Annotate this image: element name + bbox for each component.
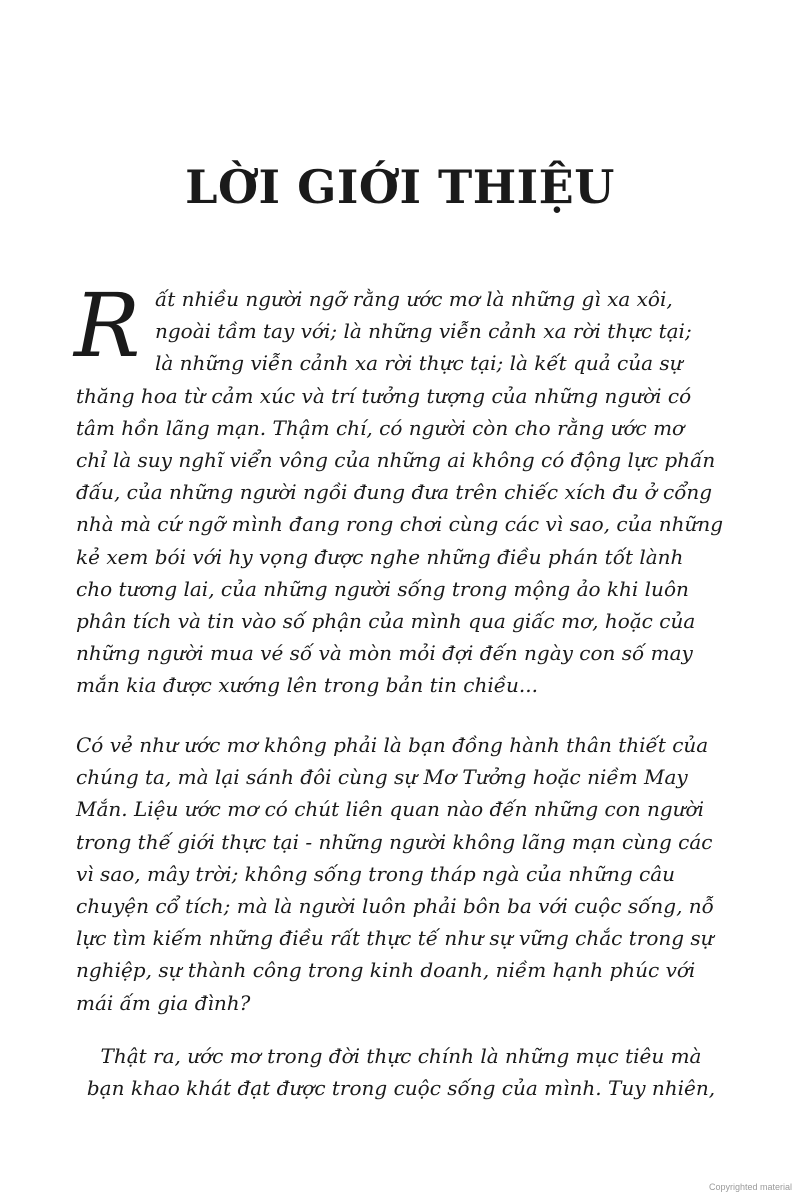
text-line: chỉ là suy nghĩ viển vông của những ai không có động lực phấn [76,448,716,473]
text-line: vì sao, mây trời; không sống trong tháp ngà của những câu [76,861,675,886]
paragraph-3 [76,1040,726,1104]
text-line: thăng hoa từ cảm xúc và trí tưởng tượng của những người có [76,383,692,408]
text-line: tâm hồn lãng mạn. Thậm chí, có người còn cho rằng ước mơ [76,415,685,440]
text-line: Có vẻ như ước mơ không phải là bạn đồng hành thân thiết của [76,733,709,757]
text-line: mái ấm gia đình? [76,990,251,1015]
text-line: là những viễn cảnh xa rời thực tại; là kết quả của sự [155,351,683,376]
text-line: phân tích và tin vào số phận của mình qua giấc mơ, hoặc của [76,609,696,634]
text-line: Mắn. Liệu ước mơ có chút liên quan nào đến những con người [76,797,704,822]
copyright-notice: Copyrighted material [708,1182,792,1192]
text-line: lực tìm kiếm những điều rất thực tế như sự vững chắc trong sự [76,926,714,951]
paragraph-2 [76,729,726,1019]
page-title: LỜI GIỚI THIỆU [185,160,615,214]
text-line: đấu, của những người ngồi đung đưa trên chiếc xích đu ở cổng [76,480,713,505]
text-line: ngoài tầm tay với; là những viễn cảnh xa rời thực tại; [155,319,692,344]
text-line: trong thế giới thực tại - những người không lãng mạn cùng các [76,829,713,854]
text-line: Thật ra, ước mơ trong đời thực chính là những mục tiêu mà [100,1044,702,1068]
text-line: chuyện cổ tích; mà là người luôn phải bôn ba với cuộc sống, nỗ [76,894,714,919]
drop-cap: R [74,274,141,377]
text-line: những người mua vé số và mòn mỏi đợi đến ngày con số may [76,641,693,666]
text-line: cho tương lai, của những người sống trong mộng ảo khi luôn [76,576,689,601]
text-line: chúng ta, mà lại sánh đôi cùng sự Mơ Tưởng hoặc niềm May [76,765,688,790]
text-line: ất nhiều người ngỡ rằng ước mơ là những gì xa xôi, [155,287,673,311]
text-line: bạn khao khát đạt được trong cuộc sống của mình. Tuy nhiên, [86,1076,716,1101]
text-line: nghiệp, sự thành công trong kinh doanh, niềm hạnh phúc với [76,958,696,983]
text-line: nhà mà cứ ngỡ mình đang rong chơi cùng các vì sao, của những [76,512,724,537]
text-line: mắn kia được xướng lên trong bản tin chiều... [76,673,538,698]
text-line: kẻ xem bói với hy vọng được nghe những điều phán tốt lành [76,544,684,569]
paragraph-1 [74,274,726,702]
